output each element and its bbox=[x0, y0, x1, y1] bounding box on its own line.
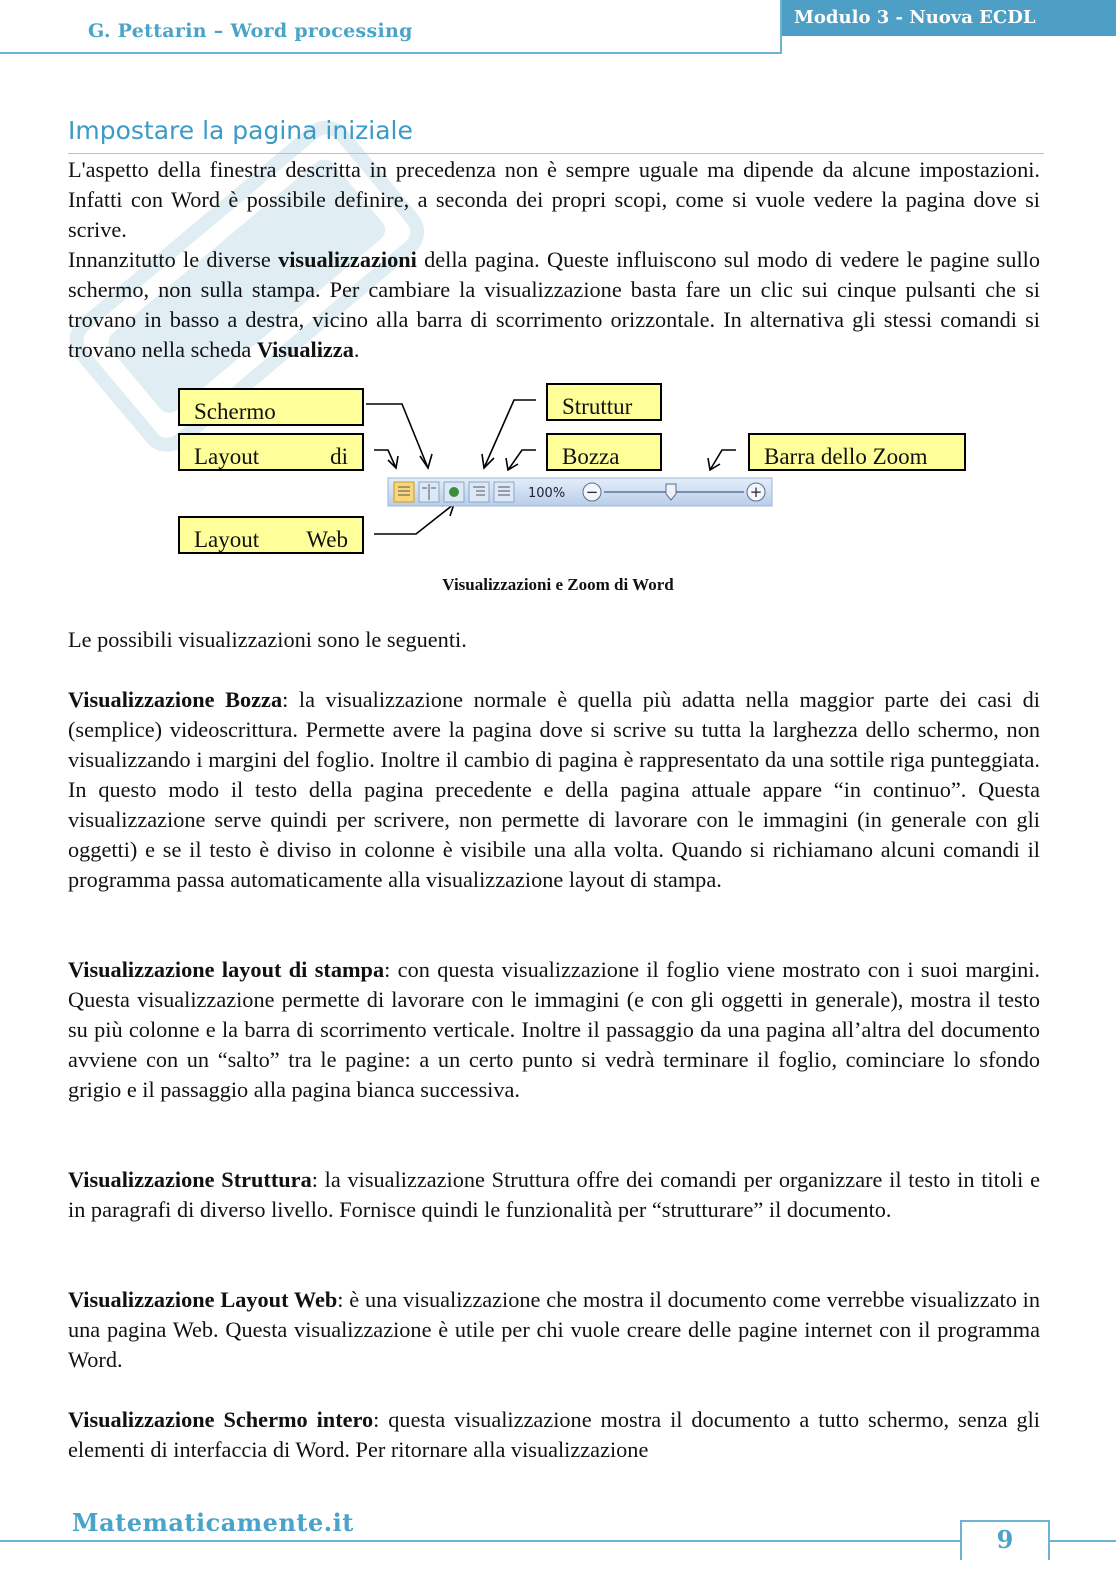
text-run: : la visualizzazione normale è quella più adatta nella maggior parte dei casi di (semplice) videoscrittura. Permette avere la pagina dove si scrive su tutta la larghezza dello schermo, non visualizzando i margini del foglio. Inoltre il cambio di pagina è rappresentato da una sottile riga punteggiata. In questo modo il testo della pagina precedente e della pagina attuale appare “in continuo”. Questa visualizzazione serve quindi per scrivere, non permette di lavorare con le immagini (in generale con gli oggetti) e se il testo è diviso in colonne è visibile una alla volta. Quando si richiamano alcuni comandi il programma passa automaticamente alla visualizzazione layout di stampa. bbox=[68, 687, 1040, 892]
label-text: Schermo bbox=[194, 399, 276, 424]
label-text: di bbox=[330, 444, 348, 469]
bold-term: visualizzazioni bbox=[278, 247, 417, 272]
text-run: : la visualizzazione Struttura offre dei comandi per organizzare il testo in titoli e in paragrafi di diverso livello. Fornisce quindi le funzionalità per “strutturare” il documento. bbox=[68, 1167, 1040, 1222]
paragraph-intro: L'aspetto della finestra descritta in precedenza non è sempre uguale ma dipende da alcune impostazioni. Infatti con Word è possibile definire, a seconda dei propri scopi, come si vuole vedere la pagina dove si scrive. bbox=[68, 157, 1040, 242]
zoom-level: 100% bbox=[528, 486, 566, 501]
label-text: Layout bbox=[194, 444, 260, 469]
text-run: della pagina. Queste influiscono sul modo di vedere le pagine sullo schermo, non sulla stampa. Per cambiare la visualizzazione basta fare un clic sui cinque pulsanti che si trovano in basso a destra, vicino alla barra di scorrimento orizzontale. In alternativa gli stessi comandi si trovano nella scheda bbox=[68, 247, 1040, 362]
text-run: : con questa visualizzazione il foglio viene mostrato con i suoi margini. Questa visualizzazione permette di lavorare con le immagini (e con gli oggetti in generale), mostra il testo su più colonne e la barra di scorrimento verticale. Inoltre il passaggio da una pagina all’altra del documento avviene con un “salto” tra le pagine: a un certo punto si vedrà terminare il foglio, cominciare lo sfondo grigio e il passaggio alla pagina bianca successiva. bbox=[68, 957, 1040, 1102]
label-text: Web bbox=[306, 527, 348, 552]
label-text: Layout bbox=[194, 527, 260, 552]
paragraph-bozza bbox=[68, 685, 1040, 895]
bold-term: Visualizzazione Schermo intero bbox=[68, 1407, 374, 1432]
label-layout-di-stampa bbox=[178, 433, 364, 471]
text-run: Innanzitutto le diverse bbox=[68, 247, 279, 272]
bold-term: Visualizzazione layout di stampa bbox=[68, 957, 385, 982]
label-text: Bozza bbox=[562, 444, 620, 469]
label-text: Struttur bbox=[562, 394, 633, 419]
footer-rule bbox=[0, 1540, 960, 1542]
views-diagram bbox=[170, 378, 980, 564]
arrow-layout-web bbox=[374, 504, 454, 534]
paragraph-elenco: Le possibili visualizzazioni sono le seguenti. bbox=[68, 627, 467, 652]
footer-rule-right bbox=[1050, 1540, 1116, 1542]
arrow-struttura bbox=[484, 400, 536, 468]
header-module-badge: Modulo 3 - Nuova ECDL bbox=[782, 0, 1116, 36]
view-button-layout-stampa bbox=[394, 482, 414, 502]
label-text: Barra dello Zoom bbox=[764, 444, 928, 469]
zoom-plus-glyph: + bbox=[749, 483, 763, 501]
section-title: Impostare la pagina iniziale bbox=[68, 116, 413, 145]
text-run: . bbox=[353, 337, 360, 362]
view-button-struttura bbox=[469, 482, 489, 502]
paragraph-layout-web bbox=[68, 1285, 1040, 1375]
view-button-bozza bbox=[494, 482, 514, 502]
page-number: 9 bbox=[960, 1520, 1050, 1560]
paragraph-schermo-intero bbox=[68, 1405, 1040, 1465]
figure-caption: Visualizzazioni e Zoom di Word bbox=[442, 575, 674, 594]
label-schermo bbox=[178, 388, 364, 426]
arrowhead-struttura bbox=[482, 454, 494, 468]
header-title: G. Pettarin – Word processing bbox=[88, 20, 413, 42]
bold-term: Visualizzazione Layout Web bbox=[68, 1287, 338, 1312]
label-layout-web bbox=[178, 516, 364, 554]
paragraph-visualizzazioni bbox=[68, 245, 1040, 365]
label-barra-zoom bbox=[748, 433, 966, 471]
section-title-rule bbox=[68, 153, 1044, 154]
paragraph-layout-stampa bbox=[68, 955, 1040, 1105]
text-run: : questa visualizzazione mostra il documento a tutto schermo, senza gli elementi di interfaccia di Word. Per ritornare alla visualizzazione bbox=[68, 1407, 1040, 1462]
paragraph-struttura bbox=[68, 1165, 1040, 1225]
bold-term: Visualizzazione Bozza bbox=[68, 687, 283, 712]
bold-term: Visualizzazione Struttura bbox=[68, 1167, 312, 1192]
bold-term: Visualizza bbox=[256, 337, 354, 362]
zoom-minus-glyph: − bbox=[585, 483, 599, 501]
footer-site: Matematicamente.it bbox=[72, 1508, 354, 1537]
header-rule bbox=[0, 52, 782, 54]
label-bozza bbox=[546, 433, 662, 471]
label-struttura bbox=[546, 383, 662, 421]
web-globe-icon bbox=[449, 487, 459, 497]
text-run: : è una visualizzazione che mostra il documento come verrebbe visualizzato in una pagina Web. Questa visualizzazione è utile per chi vuole creare delle pagine internet con il programma Word. bbox=[68, 1287, 1040, 1372]
